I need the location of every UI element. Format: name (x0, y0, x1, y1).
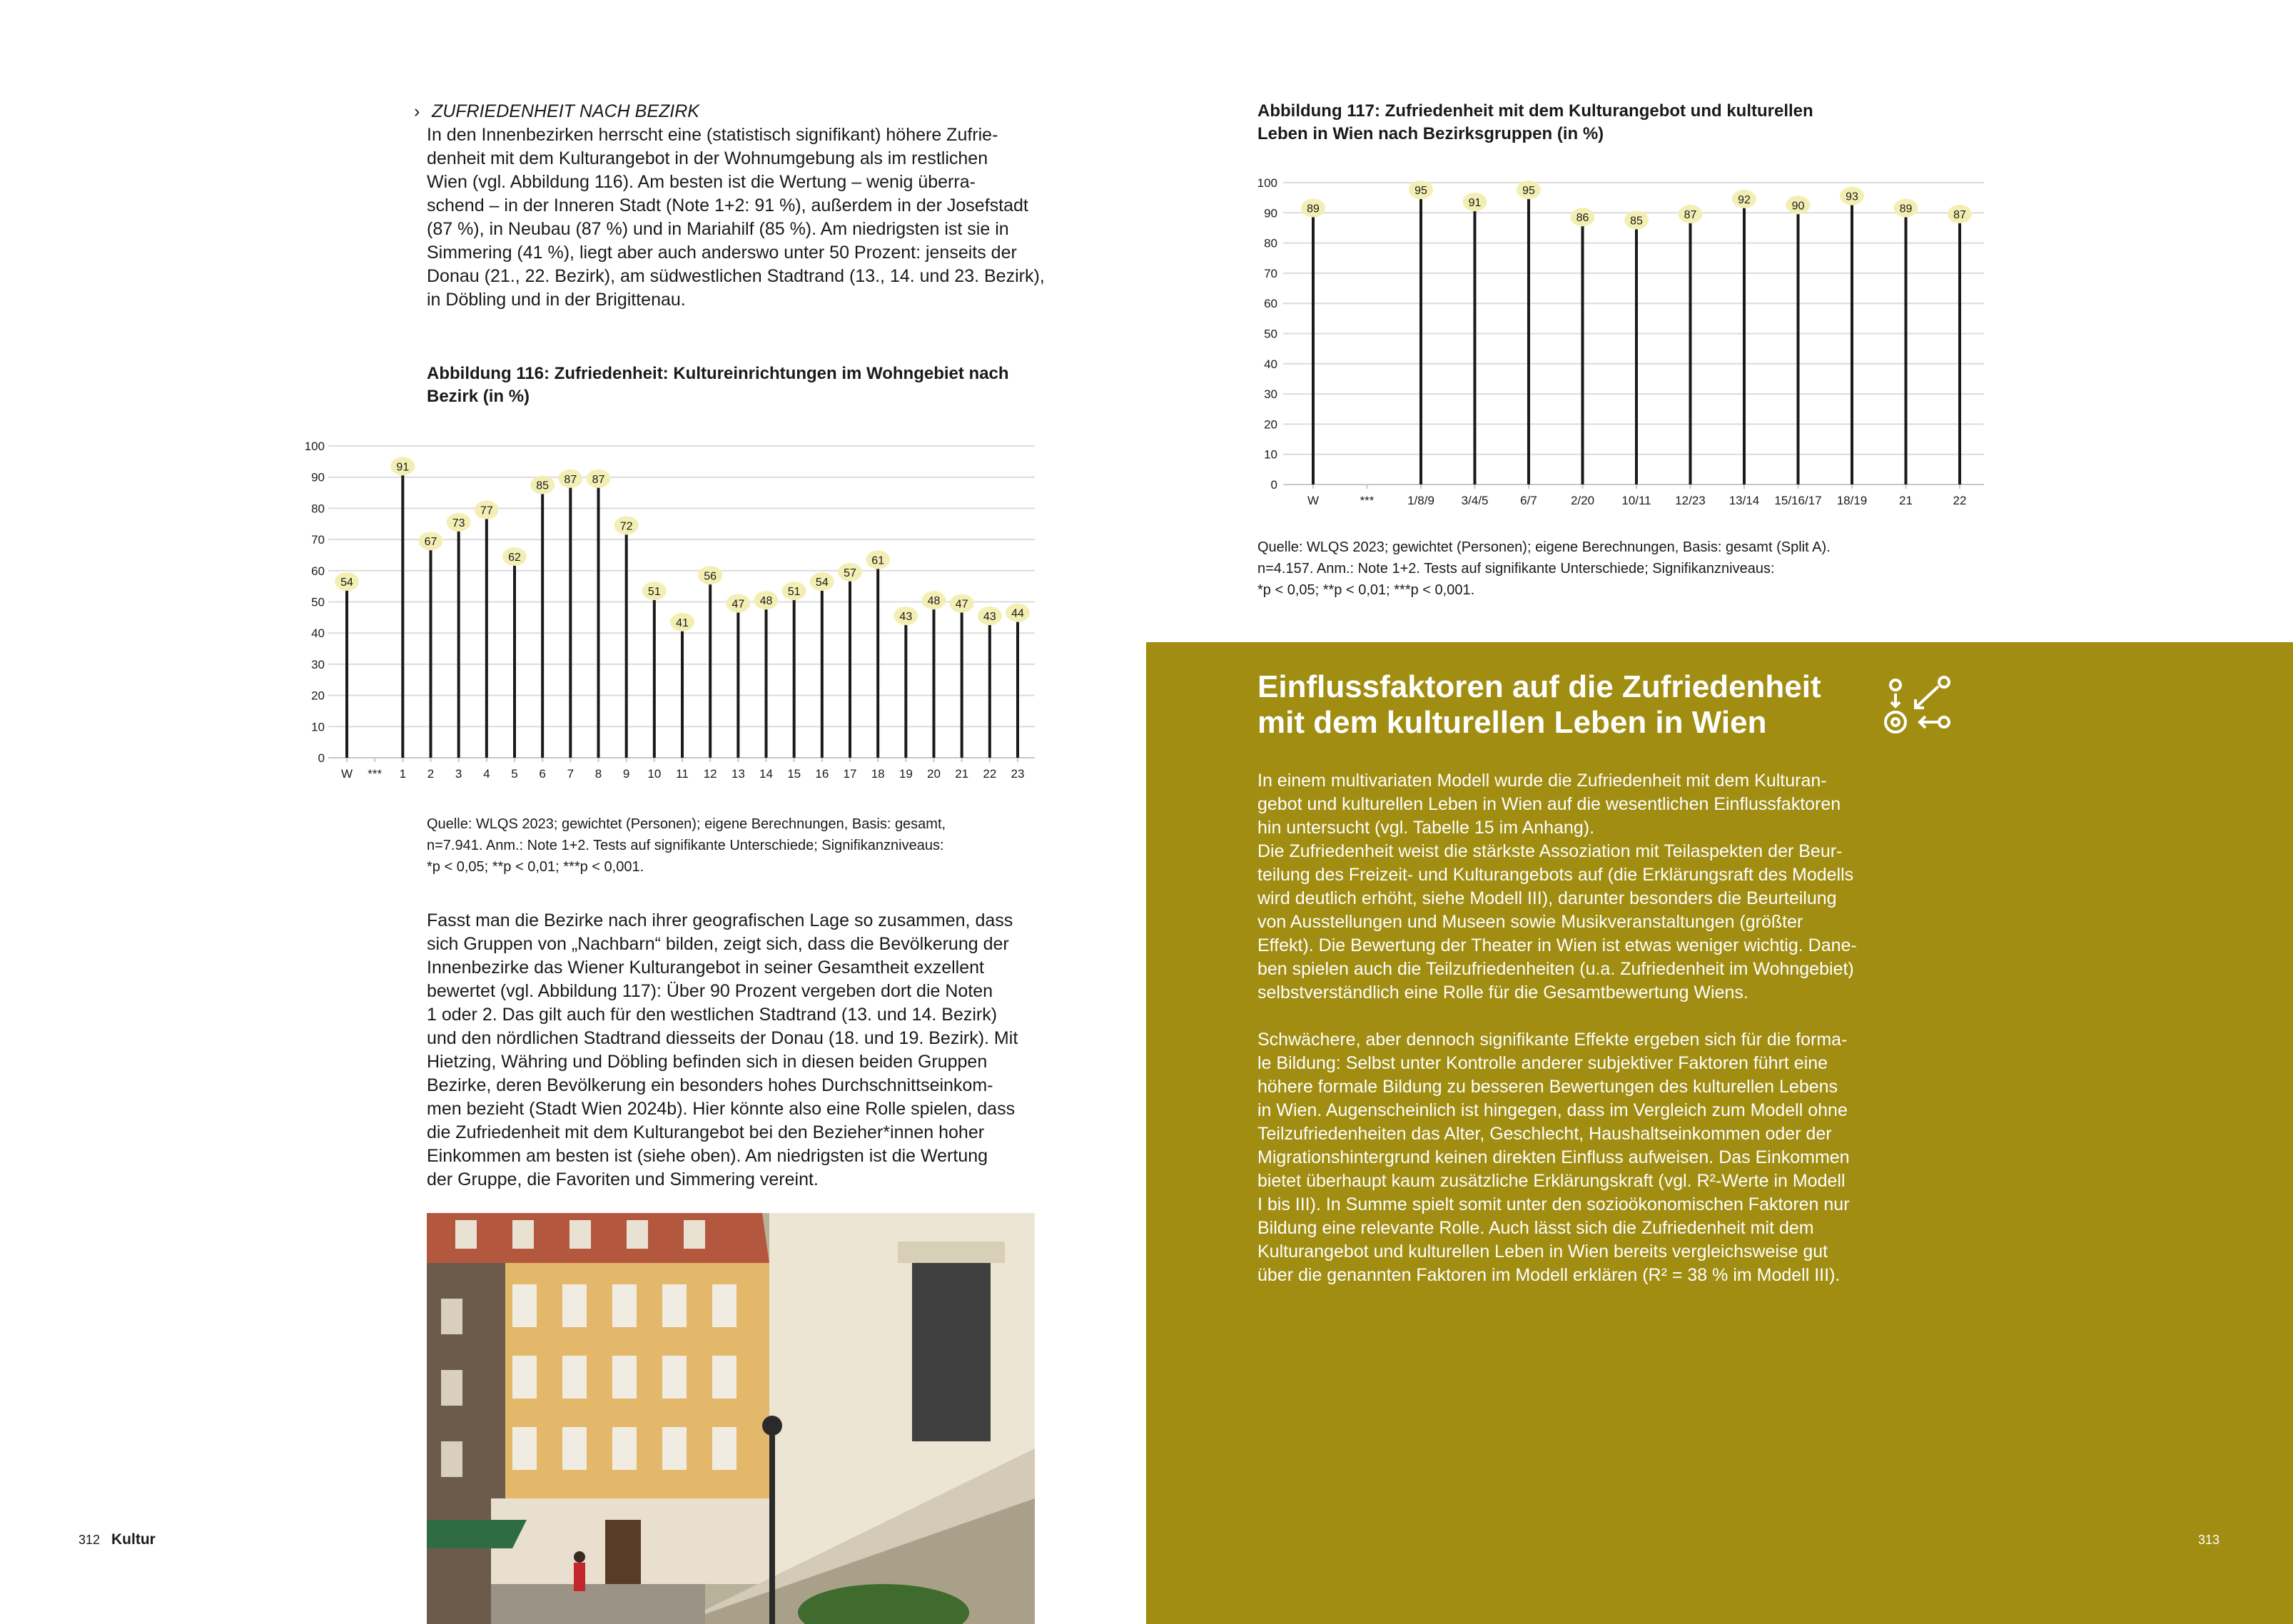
text-line: I bis III). In Summe spielt somit unter den sozioökonomischen Faktoren nur (1257, 1194, 1850, 1214)
data-label: 47 (955, 598, 968, 611)
title-line: Einflussfaktoren auf die Zufriedenheit (1257, 669, 1821, 704)
y-tick-label: 20 (311, 689, 325, 703)
x-tick-label: 21 (955, 767, 969, 781)
x-tick-label: 14 (759, 767, 773, 781)
chevron-right-icon: › (414, 101, 420, 121)
figure-116-title (427, 362, 1055, 408)
y-tick-label: 80 (1264, 236, 1277, 250)
data-label: 56 (704, 570, 717, 583)
x-tick-label: 10 (647, 767, 662, 781)
x-tick-label: 16 (815, 767, 829, 781)
title-line: mit dem kulturellen Leben in Wien (1257, 705, 1767, 740)
y-tick-label: 80 (311, 502, 325, 516)
data-label: 85 (536, 479, 550, 492)
data-label: 61 (871, 554, 885, 567)
x-tick-label: 3 (455, 767, 462, 781)
y-tick-label: 30 (1264, 387, 1277, 402)
data-label: 87 (592, 473, 605, 486)
y-tick-label: 40 (311, 626, 325, 641)
x-tick-label: 6/7 (1520, 494, 1537, 507)
section-heading (414, 100, 699, 123)
text-line: In einem multivariaten Modell wurde die Zufriedenheit mit dem Kulturan- (1257, 771, 1827, 791)
y-tick-label: 50 (1264, 327, 1277, 341)
y-tick-label: 100 (1257, 176, 1277, 190)
text-line: in Wien. Augenscheinlich ist hingegen, dass im Vergleich zum Modell ohne (1257, 1100, 1848, 1120)
x-tick-label: 18 (871, 767, 885, 781)
text-line: Teilzufriedenheiten das Alter, Geschlecht, Haushaltseinkommen oder der (1257, 1124, 1832, 1144)
text-line: der Gruppe, die Favoriten und Simmering vereint. (427, 1169, 819, 1189)
source-line: *p < 0,05; **p < 0,01; ***p < 0,001. (427, 859, 644, 875)
x-tick-label: *** (1360, 494, 1375, 507)
street-photo (427, 1213, 1035, 1624)
data-label: 51 (787, 586, 801, 599)
body-paragraph (427, 909, 1055, 1192)
title-line: Bezirk (in %) (427, 387, 530, 406)
text-line: Einkommen am besten ist (siehe oben). Am niedrigsten ist die Wertung (427, 1146, 988, 1166)
text-line: Hietzing, Währing und Döbling befinden sich in diesen beiden Gruppen (427, 1052, 988, 1072)
x-tick-label: 21 (1899, 494, 1913, 507)
x-tick-label: 6 (539, 767, 546, 781)
figure-117-source (1257, 537, 1971, 601)
text-line: gebot und kulturellen Leben in Wien auf die wesentlichen Einflussfaktoren (1257, 794, 1841, 814)
text-line: in Döbling und in der Brigittenau. (427, 290, 686, 310)
text-line: Donau (21., 22. Bezirk), am südwestlichen Stadtrand (13., 14. und 23. Bezirk), (427, 266, 1045, 286)
x-tick-label: 3/4/5 (1461, 494, 1489, 507)
data-label: 95 (1414, 185, 1427, 198)
data-label: 86 (1576, 212, 1589, 225)
x-tick-label: 17 (843, 767, 857, 781)
text-line: In den Innenbezirken herrscht eine (statistisch signifikant) höhere Zufrie- (427, 125, 998, 145)
x-tick-label: 20 (927, 767, 941, 781)
text-line: men bezieht (Stadt Wien 2024b). Hier könnte also eine Rolle spielen, dass (427, 1099, 1016, 1119)
text-line: Fasst man die Bezirke nach ihrer geografischen Lage so zusammen, dass (427, 910, 1013, 930)
intro-paragraph (427, 123, 1055, 312)
data-label: 41 (676, 616, 689, 629)
x-tick-label: 13 (731, 767, 745, 781)
text-line: Die Zufriedenheit weist die stärkste Assoziation mit Teilaspekten der Beur- (1257, 841, 1843, 861)
data-label: 54 (815, 577, 829, 589)
text-line: Effekt). Die Bewertung der Theater in Wien ist etwas weniger wichtig. Dane- (1257, 935, 1857, 955)
x-tick-label: 19 (899, 767, 913, 781)
x-tick-label: 22 (983, 767, 997, 781)
data-label: 77 (480, 504, 493, 517)
text-line: teilung des Freizeit- und Kulturangebots auf (die Erklärungsraft des Modells (1257, 865, 1854, 885)
x-tick-label: 15/16/17 (1774, 494, 1822, 507)
text-line: schend – in der Inneren Stadt (Note 1+2: 91 %), außerdem in der Josefstadt (427, 196, 1028, 215)
text-line: (87 %), in Neubau (87 %) und in Mariahilf (85 %). Am niedrigsten ist sie in (427, 219, 1009, 239)
panel-title (1257, 669, 1900, 741)
data-label: 87 (564, 473, 577, 486)
source-line: n=7.941. Anm.: Note 1+2. Tests auf signifikante Unterschiede; Signifikanzniveaus: (427, 838, 944, 853)
text-line: ben spielen auch die Teilzufriedenheiten (u.a. Zufriedenheit im Wohngebiet) (1257, 959, 1854, 979)
x-tick-label: 13/14 (1728, 494, 1760, 507)
y-tick-label: 100 (304, 440, 325, 453)
figure-116-chart (285, 428, 1056, 785)
data-label: 48 (927, 595, 941, 608)
x-tick-label: 11 (676, 767, 689, 781)
y-tick-label: 20 (1264, 417, 1277, 432)
data-label: 87 (1953, 208, 1966, 221)
text-line: über die genannten Faktoren im Modell erklären (R² = 38 % im Modell III). (1257, 1265, 1841, 1285)
title-line: Abbildung 117: Zufriedenheit mit dem Kulturangebot und kulturellen (1257, 101, 1813, 121)
x-tick-label: 5 (511, 767, 518, 781)
y-tick-label: 0 (1270, 478, 1277, 492)
x-tick-label: 2 (427, 767, 435, 781)
page-number-right: 313 (2198, 1533, 2220, 1547)
text-line: Kulturangebot und kulturellen Leben in Wien bereits vergleichsweise gut (1257, 1242, 1828, 1262)
paragraph-gap (1257, 1005, 1878, 1028)
x-tick-label: 4 (483, 767, 490, 781)
y-tick-label: 60 (311, 564, 325, 578)
figure-117-title (1257, 100, 1971, 146)
data-label: 57 (844, 567, 856, 579)
data-label: 87 (1684, 208, 1697, 221)
text-line: selbstverständlich eine Rolle für die Gesamtbewertung Wiens. (1257, 983, 1748, 1003)
data-label: 91 (1468, 197, 1482, 210)
data-label: 92 (1738, 193, 1751, 206)
data-label: 51 (647, 586, 661, 599)
text-line: Simmering (41 %), liegt aber auch anderswo unter 50 Prozent: jenseits der (427, 243, 1017, 263)
data-label: 54 (340, 577, 353, 589)
section-heading-text: ZUFRIEDENHEIT NACH BEZIRK (431, 101, 699, 121)
x-tick-label: W (340, 767, 353, 781)
x-tick-label: 15 (787, 767, 801, 781)
x-tick-label: 8 (594, 767, 602, 781)
text-line: die Zufriedenheit mit dem Kulturangebot bei den Bezieher*innen hoher (427, 1122, 985, 1142)
data-label: 89 (1899, 203, 1913, 215)
y-tick-label: 10 (311, 720, 325, 734)
data-label: 48 (759, 595, 773, 608)
text-line: Wien (vgl. Abbildung 116). Am besten ist die Wertung – wenig überra- (427, 172, 976, 192)
text-line: Bezirke, deren Bevölkerung ein besonders hohes Durchschnittseinkom- (427, 1075, 993, 1095)
text-line: Innenbezirke das Wiener Kulturangebot in seiner Gesamtheit exzellent (427, 958, 984, 978)
text-line: hin untersucht (vgl. Tabelle 15 im Anhang). (1257, 818, 1595, 838)
x-tick-label: 1 (399, 767, 407, 781)
x-tick-label: 1/8/9 (1407, 494, 1434, 507)
text-line: bietet überhaupt kaum zusätzliche Erklärungskraft (vgl. R²-Werte in Modell (1257, 1171, 1846, 1191)
panel-body (1257, 769, 1878, 1287)
footer-section-label: Kultur (111, 1531, 156, 1548)
source-line: *p < 0,05; **p < 0,01; ***p < 0,001. (1257, 582, 1475, 598)
x-tick-label: W (1307, 494, 1320, 507)
y-tick-label: 90 (1264, 206, 1277, 220)
data-label: 73 (452, 517, 465, 529)
text-line: denheit mit dem Kulturangebot in der Wohnumgebung als im restlichen (427, 148, 988, 168)
data-label: 67 (424, 536, 437, 549)
page-number-left: 312 (79, 1533, 101, 1547)
data-label: 91 (396, 461, 410, 474)
text-line: Migrationshintergrund keinen direkten Einfluss aufweisen. Das Einkommen (1257, 1147, 1850, 1167)
text-line: le Bildung: Selbst unter Kontrolle anderer subjektiver Faktoren führt eine (1257, 1053, 1828, 1073)
text-line: und den nördlichen Stadtrand diesseits der Donau (18. und 19. Bezirk). Mit (427, 1028, 1018, 1048)
x-tick-label: 23 (1011, 767, 1025, 781)
x-tick-label: 22 (1953, 494, 1967, 507)
text-line: Schwächere, aber dennoch signifikante Effekte ergeben sich für die forma- (1257, 1030, 1848, 1050)
text-line: Bildung eine relevante Rolle. Auch lässt sich die Zufriedenheit mit dem (1257, 1218, 1814, 1238)
data-label: 85 (1630, 215, 1643, 228)
text-line: von Ausstellungen und Museen sowie Musikveranstaltungen (größter (1257, 912, 1803, 932)
source-line: Quelle: WLQS 2023; gewichtet (Personen); eigene Berechnungen, Basis: gesamt (Split A). (1257, 539, 1831, 555)
text-line: 1 oder 2. Das gilt auch für den westlichen Stadtrand (13. und 14. Bezirk) (427, 1005, 998, 1025)
x-tick-label: 9 (622, 767, 630, 781)
y-tick-label: 0 (318, 751, 325, 765)
data-label: 47 (732, 598, 745, 611)
text-line: höhere formale Bildung zu besseren Bewertungen des kulturellen Lebens (1257, 1077, 1838, 1097)
y-tick-label: 70 (1264, 266, 1277, 280)
y-tick-label: 70 (311, 533, 325, 547)
data-label: 90 (1791, 200, 1805, 213)
photo-illustration (427, 1213, 1035, 1624)
y-tick-label: 40 (1264, 357, 1277, 371)
data-label: 43 (983, 611, 996, 624)
data-label: 44 (1011, 607, 1024, 620)
y-tick-label: 50 (311, 595, 325, 609)
x-tick-label: 10/11 (1621, 494, 1651, 507)
factors-icon (1884, 675, 1955, 739)
y-tick-label: 10 (1264, 447, 1277, 462)
figure-116-source (427, 813, 1055, 878)
figure-117-chart (1242, 168, 1998, 508)
x-tick-label: 18/19 (1836, 494, 1868, 507)
x-tick-label: 2/20 (1570, 494, 1595, 507)
title-line: Abbildung 116: Zufriedenheit: Kultureinrichtungen im Wohngebiet nach (427, 364, 1009, 383)
data-label: 72 (619, 520, 633, 533)
x-tick-label: *** (368, 767, 383, 781)
source-line: n=4.157. Anm.: Note 1+2. Tests auf signifikante Unterschiede; Signifikanzniveaus: (1257, 561, 1775, 577)
y-tick-label: 60 (1264, 297, 1277, 311)
source-line: Quelle: WLQS 2023; gewichtet (Personen); eigene Berechnungen, Basis: gesamt, (427, 816, 946, 832)
data-label: 95 (1522, 185, 1535, 198)
data-label: 89 (1307, 203, 1320, 215)
data-label: 43 (899, 611, 913, 624)
title-line: Leben in Wien nach Bezirksgruppen (in %) (1257, 124, 1604, 143)
x-tick-label: 7 (567, 767, 574, 781)
y-tick-label: 90 (311, 470, 325, 484)
data-label: 62 (508, 552, 521, 564)
text-line: bewertet (vgl. Abbildung 117): Über 90 Prozent vergeben dort die Noten (427, 981, 993, 1001)
y-tick-label: 30 (311, 657, 325, 671)
data-label: 93 (1846, 191, 1858, 203)
x-tick-label: 12/23 (1675, 494, 1706, 507)
text-line: wird deutlich erhöht, siehe Modell III), darunter besonders die Beurteilung (1257, 888, 1837, 908)
text-line: sich Gruppen von „Nachbarn“ bilden, zeigt sich, dass die Bevölkerung der (427, 934, 1009, 954)
x-tick-label: 12 (703, 767, 717, 781)
